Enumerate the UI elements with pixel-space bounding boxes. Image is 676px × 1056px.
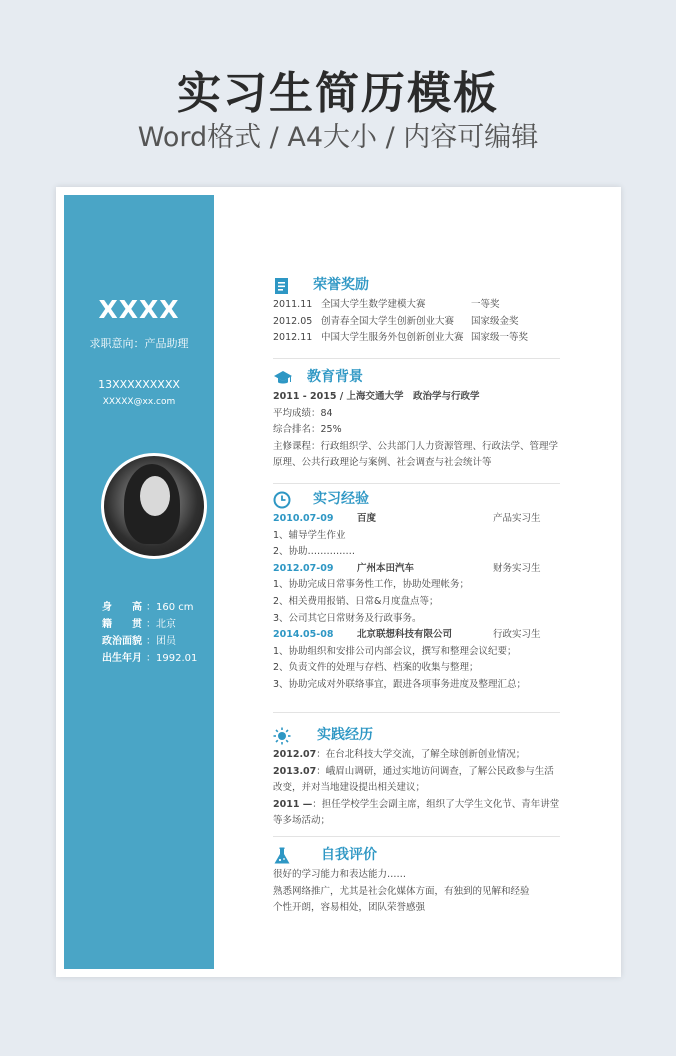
job-duty: 3、协助完成对外联络事宜，跟进各项事务进度及整理汇总； bbox=[273, 678, 527, 690]
honor-level: 一等奖 bbox=[471, 299, 500, 310]
sun-icon bbox=[273, 727, 291, 745]
job-duty: 2、协助…………… bbox=[273, 546, 356, 558]
sidebar bbox=[64, 195, 214, 969]
clock-icon bbox=[273, 491, 291, 509]
info-value: 160 cm bbox=[156, 602, 194, 613]
job-duty: 2、负责文件的处理与存档、档案的收集与整理； bbox=[273, 662, 479, 674]
avatar bbox=[101, 453, 207, 559]
honor-row bbox=[273, 297, 560, 314]
job-company: 北京联想科技有限公司 bbox=[357, 629, 453, 641]
divider bbox=[273, 836, 560, 837]
info-value: 北京 bbox=[156, 619, 176, 630]
info-row: 籍 贯 ：北京 bbox=[102, 616, 212, 633]
info-row: 出生年月 ：1992.01 bbox=[102, 650, 212, 667]
hero-subtitle: Word格式 / A4大小 / 内容可编辑 bbox=[137, 122, 539, 153]
job-header bbox=[273, 511, 560, 528]
honor-name: 中国大学生服务外包创新创业大赛 bbox=[321, 332, 464, 344]
info-row: 身 高 ：160 cm bbox=[102, 599, 212, 616]
honor-row bbox=[273, 330, 560, 347]
divider bbox=[273, 483, 560, 484]
info-value: 团员 bbox=[156, 636, 176, 647]
candidate-name: XXXX bbox=[98, 295, 180, 324]
section-title: 荣誉奖励 bbox=[313, 277, 369, 293]
honor-date: 2012.05 bbox=[273, 315, 313, 327]
job-duty: 2、相关费用报销、日常&月度盘点等； bbox=[273, 595, 439, 607]
info-key: 身 高 bbox=[102, 602, 142, 613]
practice-item bbox=[273, 747, 560, 764]
self-line: 很好的学习能力和表达能力…… bbox=[273, 869, 407, 880]
education-rank: 综合排名：25% bbox=[273, 424, 342, 436]
job-header bbox=[273, 627, 560, 644]
section-self-evaluation bbox=[273, 845, 560, 917]
practice-item bbox=[273, 764, 560, 797]
education-headline: 2011 - 2015 / 上海交通大学 政治学与行政学 bbox=[273, 391, 480, 402]
job-role: 财务实习生 bbox=[493, 562, 541, 574]
hero-title: 实习生简历模板 bbox=[177, 68, 499, 119]
honor-date: 2012.11 bbox=[273, 332, 313, 344]
honor-name: 全国大学生数学建模大赛 bbox=[321, 299, 426, 310]
job-duty: 3、公司其它日常财务及行政事务。 bbox=[273, 612, 422, 624]
phone: 13XXXXXXXXX bbox=[98, 378, 180, 391]
info-key: 政治面貌 bbox=[102, 636, 142, 647]
resume-paper bbox=[56, 187, 621, 977]
honor-date: 2011.11 bbox=[273, 299, 313, 310]
job-intent: 求职意向：产品助理 bbox=[89, 337, 189, 350]
honor-name: 创青春全国大学生创新创业大赛 bbox=[321, 315, 455, 327]
job-date: 2012.07-09 bbox=[273, 562, 334, 574]
section-internship bbox=[273, 489, 560, 694]
education-courses: 主修课程：行政组织学、公共部门人力资源管理、行政法学、管理学原理、公共行政理论与案例、社会调查与社会统计等 bbox=[273, 440, 559, 469]
honor-level: 国家级一等奖 bbox=[471, 332, 529, 344]
practice-date: 2012.07 bbox=[273, 749, 317, 760]
practice-text: ：担任学校学生会副主席，组织了大学生文化节、青年讲堂等多场活动； bbox=[273, 798, 560, 827]
education-gpa: 平均成绩：84 bbox=[273, 407, 333, 419]
personal-info bbox=[102, 599, 212, 667]
section-education bbox=[273, 367, 560, 472]
info-value: 1992.01 bbox=[156, 653, 198, 664]
divider bbox=[273, 358, 560, 359]
job-company: 广州本田汽车 bbox=[357, 562, 415, 574]
practice-date: 2013.07 bbox=[273, 765, 317, 777]
job-date: 2014.05-08 bbox=[273, 629, 334, 641]
info-key: 籍 贯 bbox=[102, 619, 142, 630]
practice-text: ：峨眉山调研，通过实地访问调查，了解公民政参与生活改变，并对当地建设提出相关建议； bbox=[273, 765, 554, 794]
job-role: 行政实习生 bbox=[493, 629, 541, 641]
honor-row bbox=[273, 314, 560, 331]
section-title: 自我评价 bbox=[321, 847, 377, 863]
job-duty: 1、协助组织和安排公司内部会议，撰写和整理会议纪要； bbox=[273, 645, 517, 657]
practice-text: ：在台北科技大学交流，了解全球创新创业情况； bbox=[316, 749, 526, 760]
section-practice bbox=[273, 725, 560, 830]
section-title: 实践经历 bbox=[317, 727, 373, 743]
document-icon bbox=[273, 277, 291, 295]
practice-date: 2011 — bbox=[273, 798, 313, 810]
self-line: 个性开朗，容易相处，团队荣誉感强 bbox=[273, 902, 426, 914]
graduation-cap-icon bbox=[273, 369, 293, 387]
info-row: 政治面貌 ：团员 bbox=[102, 633, 212, 650]
job-duty: 1、辅导学生作业 bbox=[273, 529, 346, 541]
section-title: 教育背景 bbox=[307, 369, 363, 385]
honor-level: 国家级金奖 bbox=[471, 315, 519, 327]
job-role: 产品实习生 bbox=[493, 513, 541, 524]
self-line: 熟悉网络推广，尤其是社会化媒体方面，有独到的见解和经验 bbox=[273, 885, 530, 897]
info-key: 出生年月 bbox=[102, 653, 142, 664]
section-honors bbox=[273, 275, 560, 347]
email: XXXXX@xx.com bbox=[102, 397, 176, 407]
job-company: 百度 bbox=[357, 513, 377, 524]
section-title: 实习经验 bbox=[313, 491, 369, 507]
job-date: 2010.07-09 bbox=[273, 513, 334, 524]
divider bbox=[273, 712, 560, 713]
flask-icon bbox=[273, 847, 291, 865]
job-duty: 1、协助完成日常事务性工作，协助处理帐务； bbox=[273, 579, 470, 591]
job-header bbox=[273, 561, 560, 578]
practice-item bbox=[273, 797, 560, 830]
